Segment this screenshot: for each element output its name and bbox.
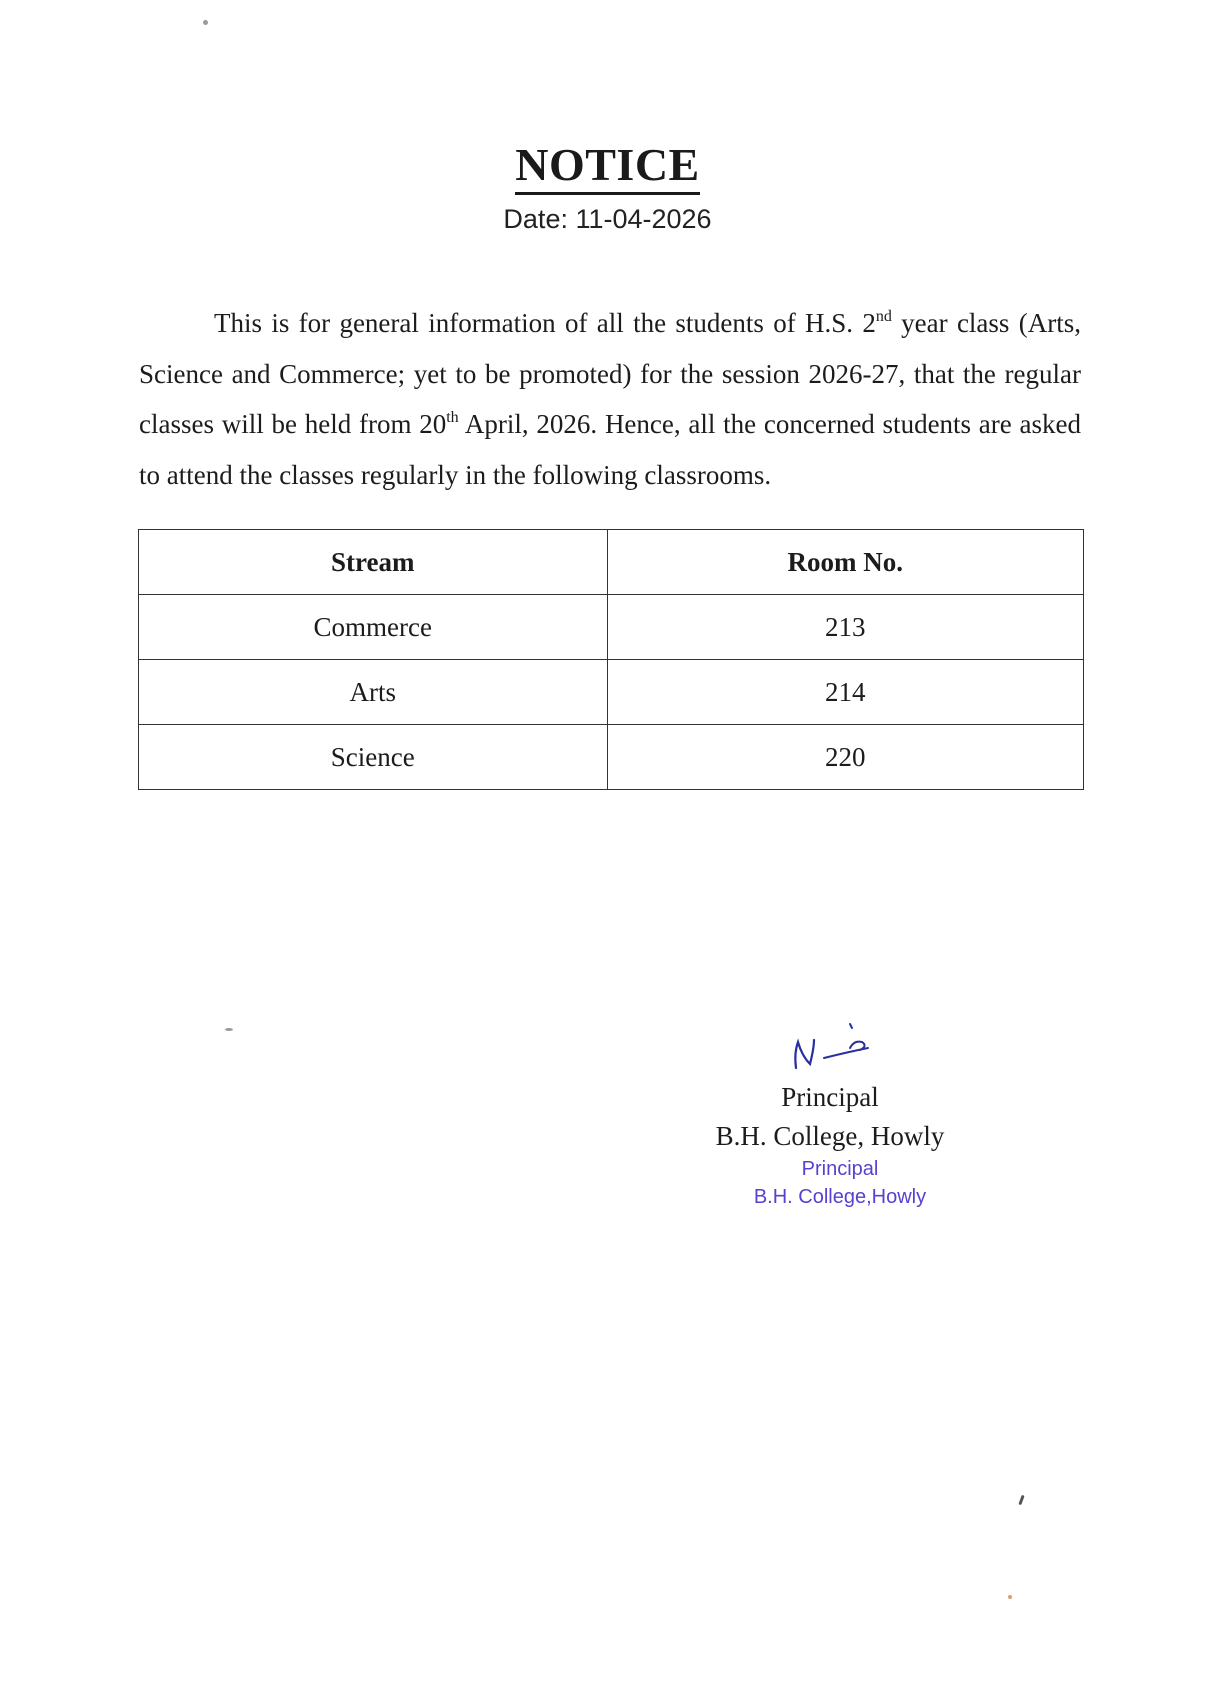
table-header-row [139, 530, 1084, 595]
scan-speck [225, 1028, 233, 1031]
header-room-no: Room No. [607, 530, 1083, 595]
table-row [139, 660, 1084, 725]
stream-cell: Science [139, 725, 608, 790]
body-text-part: This is for general information of all the students of H.S. 2 [214, 308, 876, 338]
ordinal-suffix: nd [875, 308, 892, 325]
room-cell: 213 [607, 595, 1083, 660]
handwritten-signature [788, 1018, 908, 1078]
room-cell: 220 [607, 725, 1083, 790]
scan-speck [1018, 1495, 1024, 1505]
notice-date: Date: 11-04-2026 [503, 204, 712, 234]
stamp-title: Principal [801, 1158, 879, 1180]
scan-speck [1008, 1595, 1012, 1599]
table-row [139, 725, 1084, 790]
signatory-title: Principal [781, 1082, 879, 1112]
signatory-institution: B.H. College, Howly [715, 1121, 945, 1151]
stamp-institution: B.H. College,Howly [753, 1186, 927, 1208]
room-cell: 214 [607, 660, 1083, 725]
header-stream: Stream [139, 530, 608, 595]
stream-cell: Commerce [139, 595, 608, 660]
notice-body [139, 298, 1081, 500]
classroom-table [138, 529, 1084, 790]
scan-speck [203, 20, 208, 25]
stream-cell: Arts [139, 660, 608, 725]
body-text-part: April, 2026. Hence, all the concerned students are asked to attend the classes regularly in the following classrooms. [139, 409, 1081, 490]
notice-title: NOTICE [0, 142, 1215, 188]
body-text-part: year class (Arts, Science and Commerce; yet to be promoted) for the session 2026-27, that the regular classes will be held from 20 [139, 308, 1081, 439]
ordinal-suffix: th [446, 409, 459, 426]
table-row [139, 595, 1084, 660]
